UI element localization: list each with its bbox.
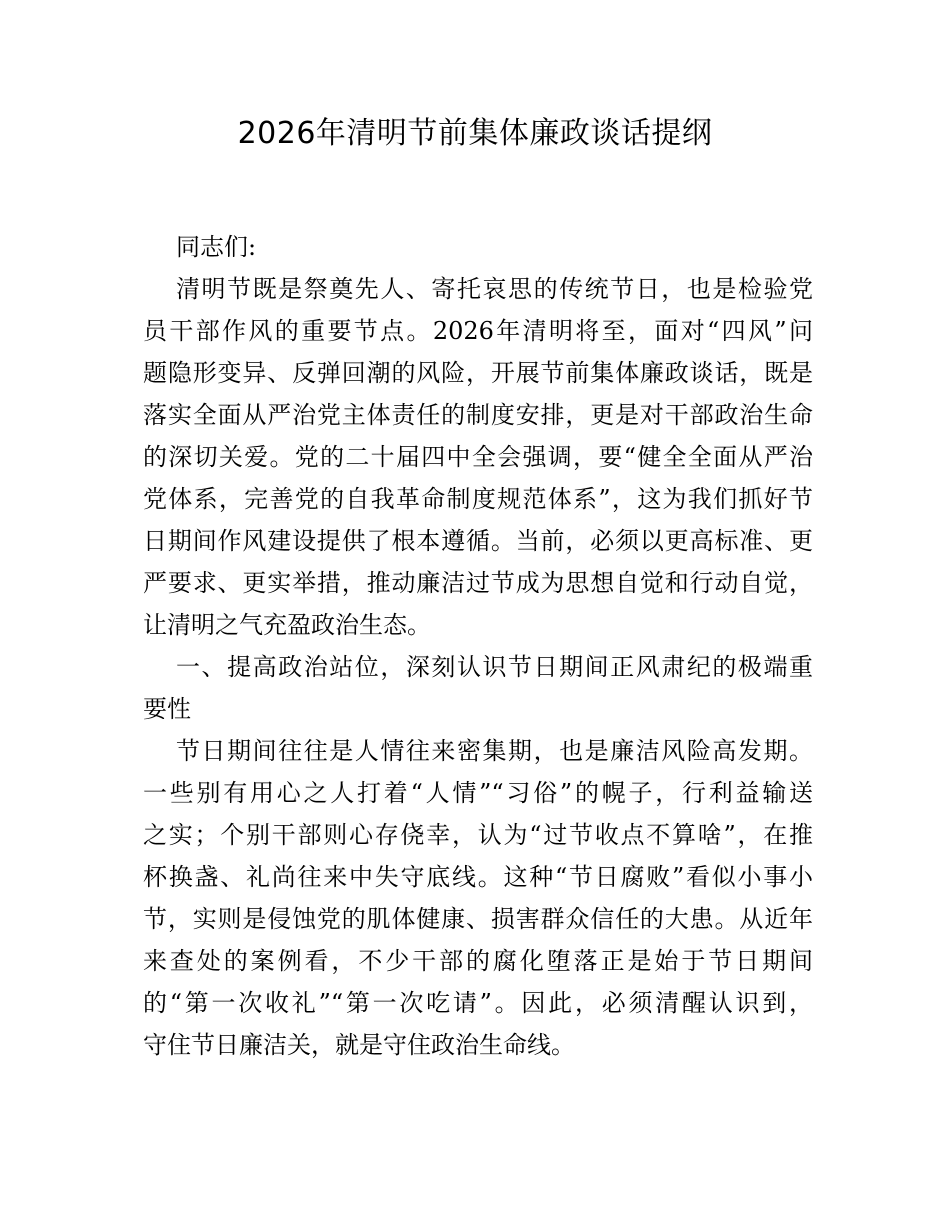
text-line: 党体系，完善党的自我革命制度规范体系”，这为我们抓好节 [143, 485, 813, 513]
document-body [143, 226, 813, 1066]
document-title: 2026年清明节前集体廉政谈话提纲 [237, 116, 713, 151]
salutation: 同志们: [176, 233, 257, 261]
text-line: 日期间作风建设提供了根本遵循。当前，必须以更高标准、更 [143, 527, 813, 555]
text-line: 节，实则是侵蚀党的肌体健康、损害群众信任的大患。从近年 [143, 905, 813, 933]
text-line: 杯换盏、礼尚往来中失守底线。这种“节日腐败”看似小事小 [143, 863, 813, 891]
text-line: 之实；个别干部则心存侥幸，认为“过节收点不算啥”，在推 [143, 821, 813, 849]
text-line: 的深切关爱。党的二十届四中全会强调，要“健全全面从严治 [143, 443, 813, 471]
section-1-heading [143, 646, 813, 730]
heading-line: 要性 [143, 695, 191, 723]
text-line: 一些别有用心之人打着“人情”“习俗”的幌子，行利益输送 [143, 779, 813, 807]
paragraph-section-1 [143, 730, 813, 1066]
text-line: 让清明之气充盈政治生态。 [143, 611, 431, 639]
text-line: 员干部作风的重要节点。2026年清明将至，面对“四风”问 [143, 317, 813, 345]
text-line: 节日期间往往是人情往来密集期，也是廉洁风险高发期。 [176, 737, 813, 765]
text-line: 严要求、更实举措，推动廉洁过节成为思想自觉和行动自觉， [143, 569, 813, 597]
text-line: 守住节日廉洁关，就是守住政治生命线。 [143, 1031, 575, 1059]
text-line: 来查处的案例看，不少干部的腐化堕落正是始于节日期间 [143, 947, 813, 975]
text-line: 的“第一次收礼”“第一次吃请”。因此，必须清醒认识到， [143, 989, 813, 1017]
text-line: 题隐形变异、反弹回潮的风险，开展节前集体廉政谈话，既是 [143, 359, 813, 387]
text-line: 清明节既是祭奠先人、寄托哀思的传统节日，也是检验党 [176, 275, 813, 303]
text-line: 落实全面从严治党主体责任的制度安排，更是对干部政治生命 [143, 401, 813, 429]
paragraph-intro [143, 268, 813, 646]
heading-line: 一、提高政治站位，深刻认识节日期间正风肃纪的极端重 [176, 653, 813, 681]
